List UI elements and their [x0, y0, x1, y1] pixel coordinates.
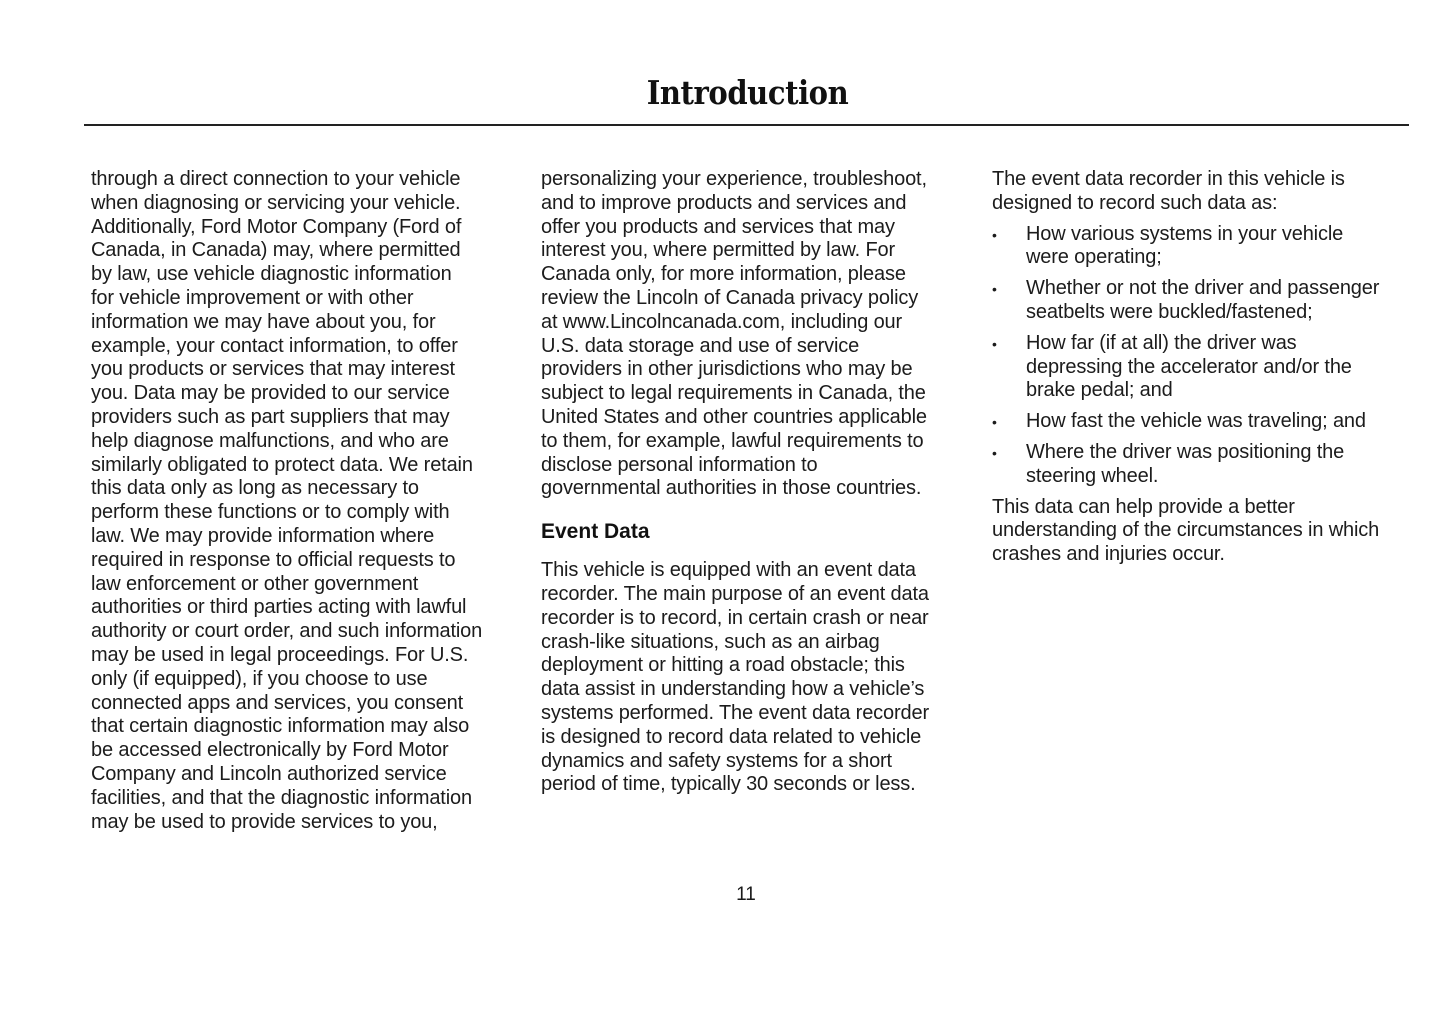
text-line: Company and Lincoln authorized service: [91, 762, 447, 785]
text-line: law. We may provide information where: [91, 524, 435, 547]
text-line: recorder is to record, in certain crash or near: [541, 606, 929, 629]
text-line: crash-like situations, such as an airbag: [541, 630, 880, 653]
text-line: you. Data may be provided to our service: [91, 382, 450, 405]
text-line: systems performed. The event data recorder: [541, 701, 929, 724]
event-data-paragraph: [541, 559, 961, 797]
text-line: governmental authorities in those countries.: [541, 477, 922, 500]
bullet-text-line: seatbelts were buckled/fastened;: [1026, 300, 1313, 323]
page-number: 11: [736, 884, 756, 905]
text-line: facilities, and that the diagnostic information: [91, 786, 472, 809]
text-line: by law, use vehicle diagnostic information: [91, 263, 452, 286]
text-line: subject to legal requirements in Canada, the: [541, 382, 926, 405]
bullet-text-line: How fast the vehicle was traveling; and: [1026, 410, 1366, 433]
text-line: for vehicle improvement or with other: [91, 286, 414, 309]
text-line: example, your contact information, to offer: [91, 334, 458, 357]
text-line: crashes and injuries occur.: [992, 543, 1225, 566]
text-line: when diagnosing or servicing your vehicle.: [91, 191, 461, 214]
text-line: you products or services that may interest: [91, 358, 455, 381]
bullet-icon: •: [992, 335, 997, 352]
text-line: Additionally, Ford Motor Company (Ford of: [91, 215, 462, 238]
column-3: [992, 168, 1412, 567]
bullet-text-line: Where the driver was positioning the: [1026, 440, 1345, 463]
text-line: similarly obligated to protect data. We retain: [91, 453, 473, 476]
text-line: providers such as part suppliers that may: [91, 405, 450, 428]
text-line: Canada only, for more information, please: [541, 263, 906, 286]
text-line: United States and other countries applicable: [541, 405, 927, 428]
text-line: disclose personal information to: [541, 453, 818, 476]
page-title: Introduction: [646, 73, 849, 112]
event-data-closing-paragraph: [992, 496, 1412, 567]
text-line: through a direct connection to your vehicle: [91, 168, 461, 190]
text-line: This vehicle is equipped with an event data: [541, 559, 916, 582]
text-line: authority or court order, and such information: [91, 620, 483, 643]
column-1: [91, 168, 511, 834]
text-line: this data only as long as necessary to: [91, 477, 419, 500]
text-line: be accessed electronically by Ford Motor: [91, 739, 449, 762]
text-line: at www.Lincolncanada.com, including our: [541, 310, 903, 333]
text-line: designed to record such data as:: [992, 191, 1278, 214]
text-line: to them, for example, lawful requirements to: [541, 429, 924, 452]
text-line: help diagnose malfunctions, and who are: [91, 429, 449, 452]
text-line: and to improve products and services and: [541, 191, 907, 214]
text-line: law enforcement or other government: [91, 572, 419, 595]
bullet-text-line: depressing the accelerator and/or the: [1026, 355, 1352, 378]
bullet-text-line: brake pedal; and: [1026, 379, 1173, 402]
bullet-text-line: steering wheel.: [1026, 464, 1159, 487]
bullet-icon: •: [992, 226, 997, 243]
bullet-text-line: were operating;: [1026, 246, 1162, 269]
text-line: may be used in legal proceedings. For U.S.: [91, 643, 469, 666]
text-line: that certain diagnostic information may also: [91, 715, 470, 738]
text-line: personalizing your experience, troubleshoot,: [541, 168, 927, 190]
column-2: [541, 168, 961, 797]
event-data-bullet-list: [992, 223, 1412, 489]
text-line: may be used to provide services to you,: [91, 810, 438, 833]
privacy-paragraph-canada: [541, 168, 961, 501]
text-line: information we may have about you, for: [91, 310, 436, 333]
text-line: offer you products and services that may: [541, 215, 895, 238]
text-line: providers in other jurisdictions who may be: [541, 358, 913, 381]
bullet-item: [992, 441, 1412, 489]
bullet-item: [992, 410, 1412, 434]
bullet-text-line: How various systems in your vehicle: [1026, 222, 1344, 245]
text-line: is designed to record data related to vehicle: [541, 725, 922, 748]
page-header: [0, 70, 1445, 116]
text-line: U.S. data storage and use of service: [541, 334, 860, 357]
text-line: perform these functions or to comply with: [91, 501, 450, 524]
text-line: deployment or hitting a road obstacle; this: [541, 654, 905, 677]
bullet-item: [992, 332, 1412, 403]
section-heading-event-data: Event Data: [541, 520, 650, 544]
bullet-icon: •: [992, 444, 997, 461]
header-divider: [84, 124, 1409, 126]
text-line: The event data recorder in this vehicle is: [992, 168, 1345, 190]
bullet-text-line: How far (if at all) the driver was: [1026, 331, 1297, 354]
bullet-icon: •: [992, 281, 997, 298]
text-line: connected apps and services, you consent: [91, 691, 464, 714]
text-line: authorities or third parties acting with lawful: [91, 596, 467, 619]
text-line: data assist in understanding how a vehicle’s: [541, 678, 925, 701]
text-line: Canada, in Canada) may, where permitted: [91, 239, 461, 262]
text-line: review the Lincoln of Canada privacy policy: [541, 286, 919, 309]
text-line: interest you, where permitted by law. For: [541, 239, 896, 262]
text-line: period of time, typically 30 seconds or less.: [541, 773, 916, 796]
bullet-item: [992, 277, 1412, 325]
text-line: recorder. The main purpose of an event data: [541, 582, 929, 605]
bullet-text-line: Whether or not the driver and passenger: [1026, 277, 1380, 300]
bullet-item: [992, 223, 1412, 271]
text-line: understanding of the circumstances in which: [992, 519, 1380, 542]
bullet-icon: •: [992, 414, 997, 431]
text-line: This data can help provide a better: [992, 495, 1295, 518]
text-line: required in response to official requests to: [91, 548, 456, 571]
text-line: dynamics and safety systems for a short: [541, 749, 892, 772]
privacy-paragraph-continued: [91, 168, 511, 834]
text-line: only (if equipped), if you choose to use: [91, 667, 428, 690]
event-data-intro-paragraph: [992, 168, 1412, 216]
